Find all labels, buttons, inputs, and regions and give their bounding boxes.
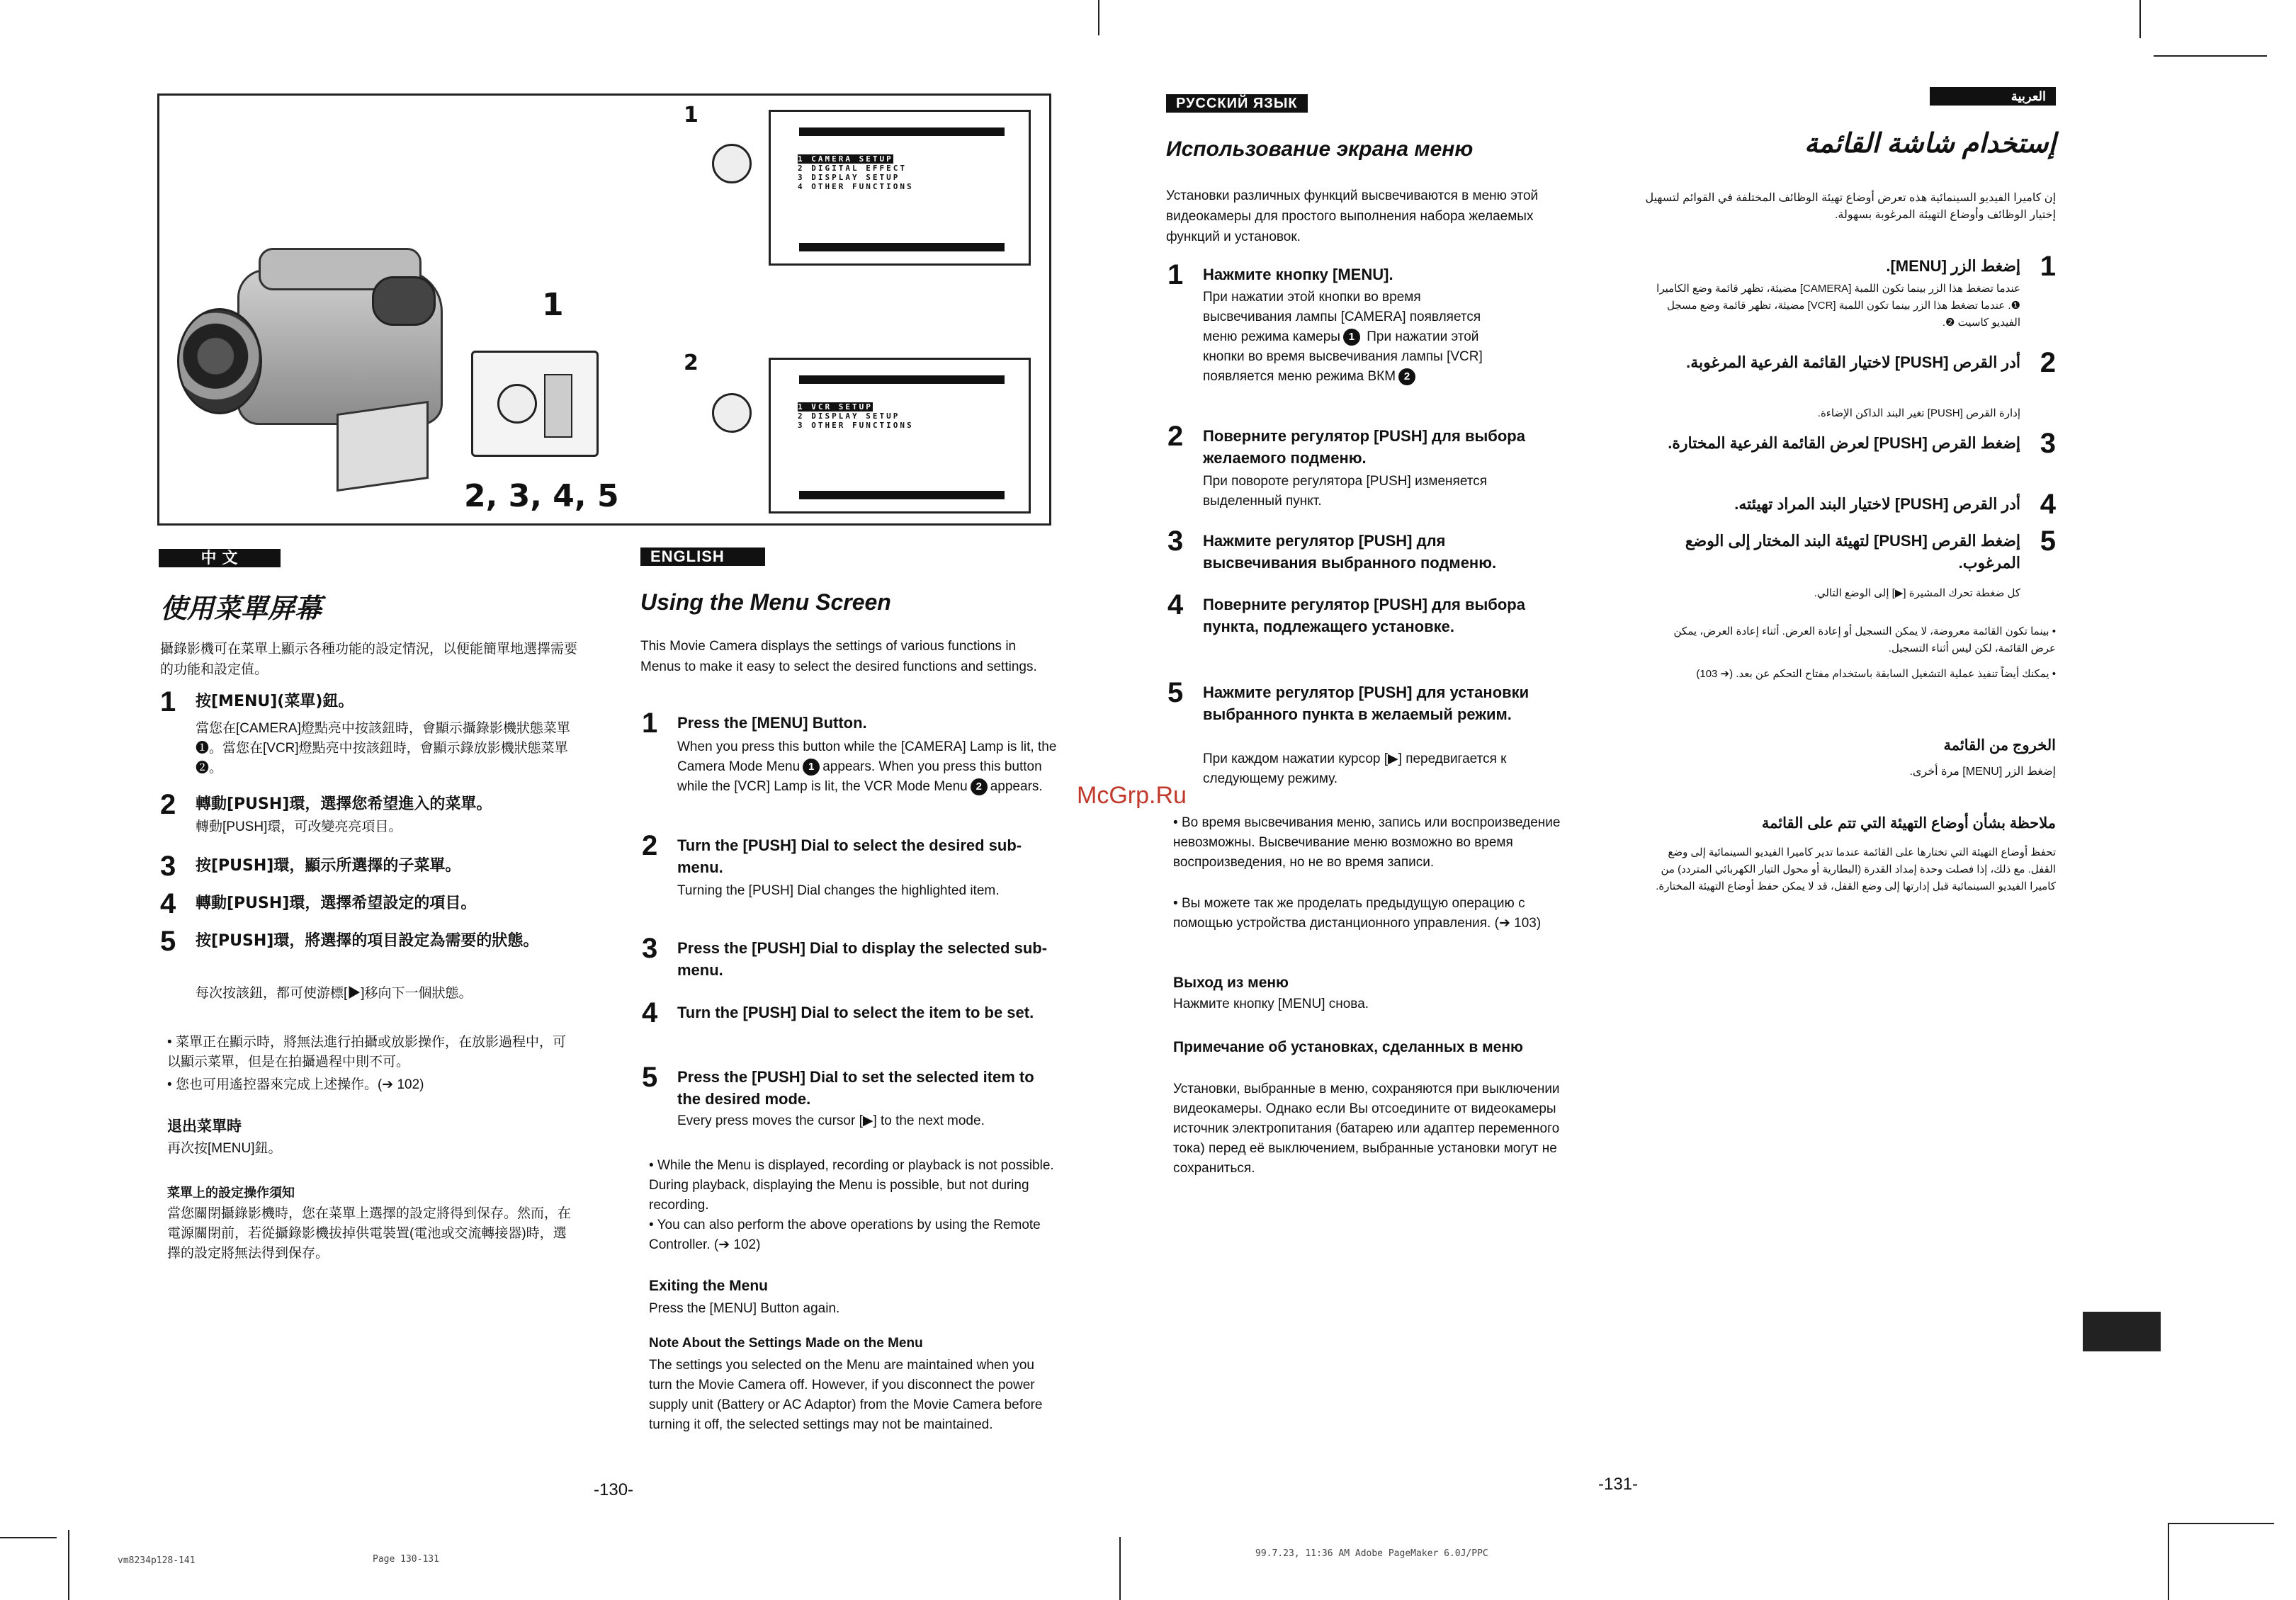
menu-item: 4 OTHER FUNCTIONS [798,182,914,191]
step-heading: Нажмите регулятор [PUSH] для установки выбранного пункта в желаемый режим. [1203,683,1529,723]
step-body: При каждом нажатии курсор [▶] передвигается к следующему режиму. [1203,751,1507,786]
step-body: Turning the [PUSH] Dial changes the highlighted item. [677,883,1000,898]
camera-menu-screen [769,110,1031,266]
russian-language-tag: РУССКИЙ ЯЗЫК [1166,94,1308,113]
step-body: 轉動[PUSH]環，可改變亮亮項目。 [196,819,402,834]
russian-exit-body: Нажмите кнопку [MENU] снова. [1173,997,1369,1011]
step-body: При повороте регулятора [PUSH] изменяется выделенный пункт. [1203,474,1488,509]
step-number: 5 [2040,526,2056,557]
chinese-title: 使用菜單屏幕 [160,593,322,624]
menu-item: 3 DISPLAY SETUP [798,173,900,182]
step-number: 4 [2040,489,2056,520]
menu-item: 1 CAMERA SETUP [798,154,893,164]
note-text: You can also perform the above operations by using the Remote Controller. (➔ 102) [649,1218,1041,1252]
step-number: 1 [2040,251,2056,282]
note-text: While the Menu is displayed, recording or playback is not possible. During playback, displaying the Menu is possible, but not during recording. [649,1158,1054,1213]
english-exit-heading: Exiting the Menu [649,1278,768,1294]
crop-mark [68,1530,69,1600]
arabic-exit-heading: الخروج من القائمة [1943,737,2056,754]
step-heading: 轉動[PUSH]環，選擇希望設定的項目。 [196,895,477,912]
chinese-exit-heading: 退出菜單時 [167,1118,242,1135]
step-heading: إضغط الزر [MENU]. [1886,257,2020,275]
step-number: 5 [160,926,176,957]
arabic-title: إستخدام شاشة القائمة [1804,129,2056,159]
crop-mark [2168,1523,2274,1524]
chinese-note-heading: 菜單上的設定操作須知 [167,1186,295,1200]
watermark-text: McGrp.Ru [1077,782,1187,809]
step-number: 2 [2040,347,2056,378]
english-note-body: The settings you selected on the Menu are maintained when you turn the Movie Camera off. However, if you disconnect the power supply unit (Battery or AC Adaptor) from the Movie Camera before turning it off, the selected settings may not be maintained. [649,1358,1043,1432]
camcorder-viewfinder [372,276,436,326]
footer-page-range: Page 130-131 [373,1554,439,1565]
menu-top-bar [799,375,1005,384]
russian-note-body: Установки, выбранные в меню, сохраняются при выключении видеокамеры. Однако если Вы отсоедините от видеокамеры источник электропитания (батарею или адаптер переменного тока) перед её выключением, выбранные установки могут не сохраниться. [1173,1082,1560,1176]
english-note-1: • While the Menu is displayed, recording or playback is not possible. During playback, displaying the Menu is possible, but not during recording. [649,1158,1054,1213]
control-callout [471,351,599,457]
callout-step-numbers: 2, 3, 4, 5 [464,478,619,514]
arabic-intro: إن كاميرا الفيديو السينمائية هذه تعرض أوضاع تهيئة الوظائف المختلفة في القوائم لتسهيل إختيار الوظائف وأوضاع التهيئة المرغوبة بسهولة. [1645,192,2056,221]
step-number: 5 [642,1062,658,1093]
step-body: كل ضغطة تحرك المشيرة [▶] إلى الوضع التالي. [1814,587,2020,599]
menu-top-bar [799,127,1005,136]
arabic-note-2: • يمكنك أيضاً تنفيذ عملية التشغيل السابقة باستخدام مفتاح التحكم عن بعد. (➔ 103) [1696,668,2056,680]
menu-item: 2 DIGITAL EFFECT [798,164,907,173]
step-heading: Turn the [PUSH] Dial to select the item to be set. [677,1004,1034,1021]
chinese-note-1: • 菜單正在顯示時，將無法進行拍攝或放影操作，在放影過程中，可以顯示菜單，但是在拍攝過程中則不可。 [167,1035,566,1069]
russian-intro: Установки различных функций высвечиваются в меню этой видеокамеры для простого выполнения набора желаемых функций и установок. [1166,188,1539,244]
step-body-text: При нажатии этой кнопки во время высвечивания лампы [VCR] появляется меню режима ВКМ [1203,329,1483,384]
crop-mark [2154,55,2267,57]
camcorder-lcd-panel [337,401,429,492]
step-body [677,737,1060,797]
step-body-text: When you press this button while the [CAMERA] Lamp is lit, the Camera Mode Menu [677,739,1057,774]
page-number-left: -130- [594,1480,634,1499]
note-text: بينما تكون القائمة معروضة، لا يمكن التسجيل أو إعادة العرض. أثناء إعادة العرض، يمكن عرض القائمة، لكن ليس أثناء التسجيل. [1673,625,2056,654]
figure-ref-badge: 1 [803,759,820,776]
crop-mark [0,1537,57,1538]
step-heading: أدر القرص [PUSH] لاختيار القائمة الفرعية المرغوبة. [1686,353,2020,371]
menu-item: 3 OTHER FUNCTIONS [798,421,914,430]
step-body: 當您在[CAMERA]燈點亮中按該鈕時，會顯示攝錄影機狀態菜單❶。當您在[VCR]燈點亮中按該鈕時，會顯示錄放影機狀態菜單❷。 [196,721,570,776]
step-number: 4 [160,888,176,919]
arabic-note-heading: ملاحظة بشأن أوضاع التهيئة التي تتم على القائمة [1761,815,2056,832]
figure-label-2: 2 [684,351,699,375]
push-dial-icon [497,384,537,424]
footer-file-name: vm8234p128-141 [118,1555,196,1566]
footer-print-stamp: 99.7.23, 11:36 AM Adobe PageMaker 6.0J/PPC [1255,1548,1488,1559]
camcorder-lens [177,308,262,414]
step-number: 4 [1167,589,1184,620]
step-number: 2 [160,789,176,820]
step-body [1203,288,1500,387]
crop-mark [2139,0,2141,38]
crop-mark [1119,1537,1121,1600]
russian-exit-heading: Выход из меню [1173,975,1289,991]
menu-dial-icon [712,393,752,433]
russian-note-1: • Во время высвечивания меню, запись или воспроизведение невозможны. Высвечивание меню возможно во время воспроизведения, но не во время записи. [1173,815,1561,870]
step-heading: 按[MENU](菜單)鈕。 [196,693,354,710]
step-heading: Press the [PUSH] Dial to display the selected sub-menu. [677,939,1048,979]
step-heading: Поверните регулятор [PUSH] для выбора желаемого подменю. [1203,427,1525,467]
step-number: 3 [642,933,658,964]
arabic-exit-body: إضغط الزر [MENU] مرة أخرى. [1909,766,2056,778]
menu-item: 1 VCR SETUP [798,402,873,412]
illustration-box [157,93,1051,526]
english-note-heading: Note About the Settings Made on the Menu [649,1336,923,1351]
vcr-menu-screen [769,358,1031,514]
step-heading: Нажмите регулятор [PUSH] для высвечивания выбранного подменю. [1203,532,1497,572]
chinese-intro: 攝錄影機可在菜單上顯示各種功能的設定情況，以便能簡單地選擇需要的功能和設定值。 [160,642,578,677]
step-body: Every press moves the cursor [▶] to the next mode. [677,1113,985,1128]
chinese-exit-body: 再次按[MENU]鈕。 [167,1141,282,1156]
menu-item: 2 DISPLAY SETUP [798,412,900,421]
note-text: يمكنك أيضاً تنفيذ عملية التشغيل السابقة باستخدام مفتاح التحكم عن بعد. (➔ 103) [1696,668,2049,680]
arabic-language-tag: العربية [1930,87,2056,106]
step-body: عندما تضغط هذا الزر بينما تكون اللمبة [CAMERA] مضيئة، تظهر قائمة وضع الكاميرا ❶. عندما تضغط هذا الزر بينما تكون اللمبة [VCR] مضيئة، تظهر قائمة وضع مسجل الفيديو كاسيت ❷. [1656,283,2020,329]
section-tab-marker [2083,1312,2161,1351]
step-heading: Нажмите кнопку [MENU]. [1203,266,1393,283]
figure-ref-badge: 1 [1343,329,1360,346]
step-heading: Поверните регулятор [PUSH] для выбора пункта, подлежащего установке. [1203,596,1525,635]
step-body-text: appears. [990,779,1043,794]
crop-mark [1098,0,1099,35]
english-language-tag: ENGLISH [640,547,765,566]
callout-number-1: 1 [542,287,564,323]
step-number: 1 [642,708,658,739]
step-heading: 按[PUSH]環，將選擇的項目設定為需要的狀態。 [196,932,539,950]
step-heading: 按[PUSH]環，顯示所選擇的子菜單。 [196,857,461,875]
step-number: 3 [160,851,176,882]
note-text: Во время высвечивания меню, запись или воспроизведение невозможны. Высвечивание меню возможно во время воспроизведения, но не во время записи. [1173,815,1561,870]
english-exit-body: Press the [MENU] Button again. [649,1301,840,1316]
step-heading: إضغط القرص [PUSH] لعرض القائمة الفرعية المختارة. [1668,434,2020,452]
step-heading: إضغط القرص [PUSH] لتهيئة البند المختار إلى الوضع المرغوب. [1685,532,2020,572]
step-heading: Turn the [PUSH] Dial to select the desired sub-menu. [677,836,1022,876]
mode-switch-icon [544,374,572,438]
step-body: 每次按該鈕，都可使游標[▶]移向下一個狀態。 [196,986,473,1001]
figure-ref-badge: 2 [971,778,988,795]
menu-bottom-bar [799,491,1005,499]
step-body-text: При нажатии этой кнопки во время высвечивания лампы [CAMERA] появляется меню режима камеры [1203,290,1481,344]
step-heading: Press the [MENU] Button. [677,714,867,732]
arabic-note-1: • بينما تكون القائمة معروضة، لا يمكن التسجيل أو إعادة العرض. أثناء إعادة العرض، يمكن عرض القائمة، لكن ليس أثناء التسجيل. [1673,625,2056,654]
chinese-note-2: • 您也可用遙控器來完成上述操作。(➔ 102) [167,1077,424,1092]
step-number: 5 [1167,677,1184,708]
english-note-2: • You can also perform the above operations by using the Remote Controller. (➔ 102) [649,1218,1041,1252]
english-title: Using the Menu Screen [640,589,891,615]
step-number: 1 [1167,259,1184,290]
chinese-language-tag: 中 文 [159,549,281,567]
step-heading: 轉動[PUSH]環，選擇您希望進入的菜單。 [196,795,492,813]
russian-title: Использование экрана меню [1166,137,1474,161]
step-heading: Press the [PUSH] Dial to set the selected item to the desired mode. [677,1068,1034,1108]
arabic-note-body: تحفظ أوضاع التهيئة التي تختارها على القائمة عندما تدير كاميرا الفيديو السينمائية إلى وضع القفل. مع ذلك، إذا فصلت وحدة إمداد القدرة (البطارية أو محول التيار الكهربائي المتردد) من كاميرا الفيديو السينمائية قبل إدارتها إلى وضع القفل، قد لا يمكن حفظ أوضاع التهيئة المختارة. [1656,846,2056,892]
step-number: 2 [642,830,658,861]
note-text: 您也可用遙控器來完成上述操作。(➔ 102) [175,1077,424,1092]
note-text: Вы можете так же проделать предыдущую операцию с помощью устройства дистанционного управления. (➔ 103) [1173,896,1542,931]
step-number: 3 [1167,526,1184,557]
russian-note-2: • Вы можете так же проделать предыдущую операцию с помощью устройства дистанционного управления. (➔ 103) [1173,896,1542,931]
menu-dial-icon [712,144,752,183]
step-number: 1 [160,686,176,717]
step-heading: أدر القرص [PUSH] لاختيار البند المراد تهيئته. [1734,495,2020,513]
step-number: 4 [642,997,658,1028]
step-body-text: appears. When you press this button while the [VCR] Lamp is lit, the VCR Mode Menu [677,759,1042,794]
figure-label-1: 1 [684,103,699,127]
english-intro: This Movie Camera displays the settings of various functions in Menus to make it easy to select the desired functions and settings. [640,639,1037,674]
menu-bottom-bar [799,243,1005,251]
figure-ref-badge: 2 [1398,368,1415,385]
crop-mark [2168,1523,2169,1600]
note-text: 菜單正在顯示時，將無法進行拍攝或放影操作，在放影過程中，可以顯示菜單，但是在拍攝過程中則不可。 [167,1035,566,1069]
step-number: 2 [1167,421,1184,452]
chinese-note-body: 當您關閉攝錄影機時，您在菜單上選擇的設定將得到保存。然而，在電源關閉前，若從攝錄影機拔掉供電裝置(電池或交流轉接器)時，選擇的設定將無法得到保存。 [167,1206,572,1261]
step-number: 3 [2040,428,2056,459]
step-body: إدارة القرص [PUSH] تغير البند الداكن الإضاءة. [1817,407,2020,419]
page-number-right: -131- [1598,1475,1639,1494]
russian-note-heading: Примечание об установках, сделанных в меню [1173,1039,1523,1055]
